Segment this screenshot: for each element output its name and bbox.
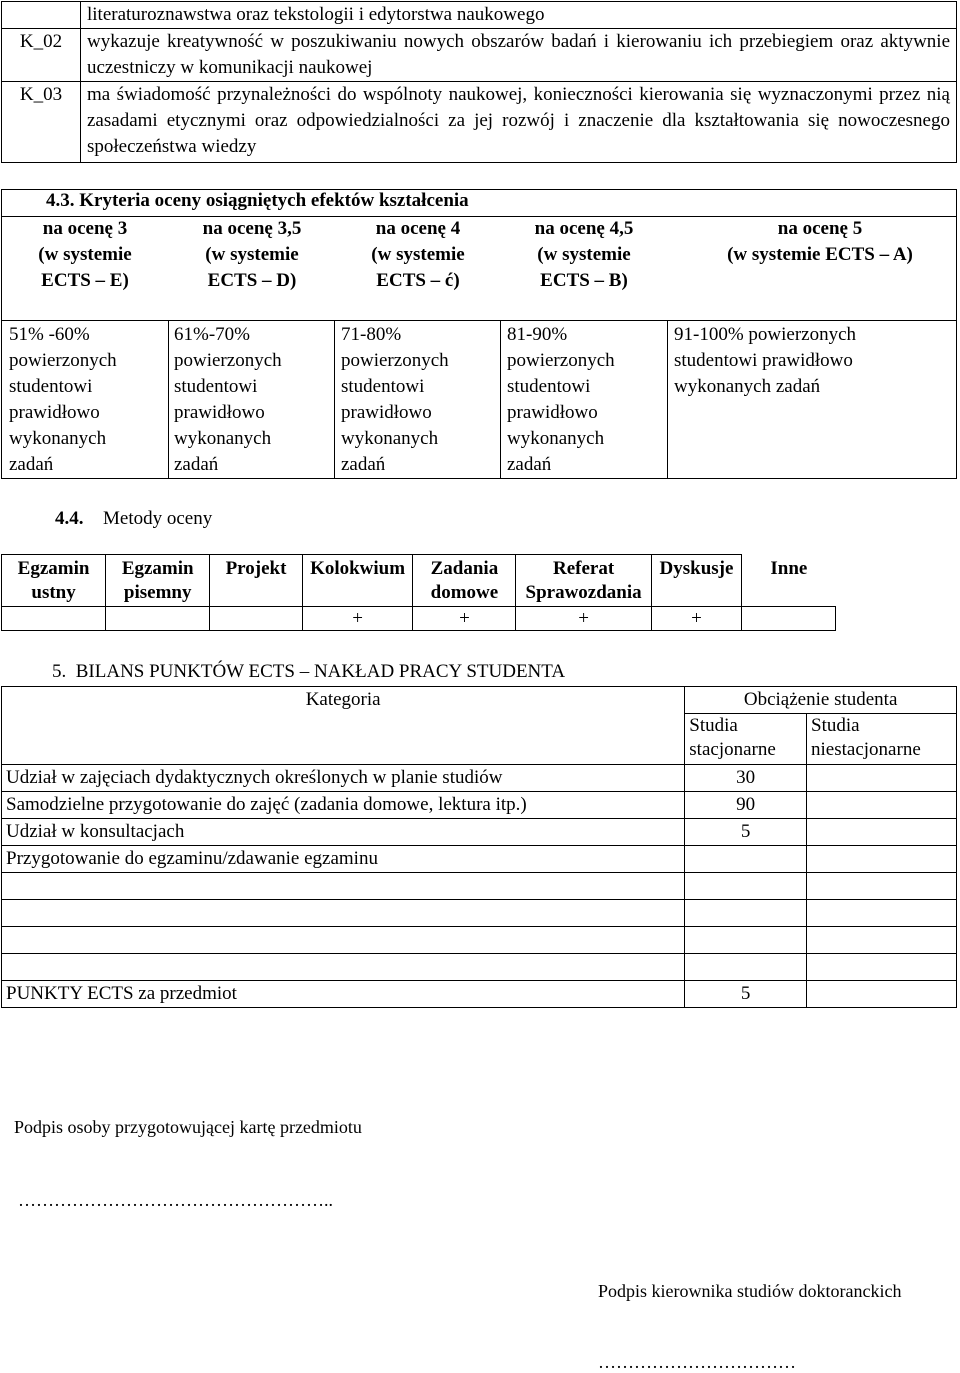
outcome-row (2, 82, 957, 163)
balance-row-stationary: 90 (685, 792, 807, 819)
balance-row (2, 900, 957, 927)
method-header: Zadania domowe (413, 555, 516, 607)
method-header: Referat Sprawozdania (516, 555, 651, 607)
balance-stationary-header: Studia stacjonarne (685, 714, 807, 765)
balance-row-nonstationary (807, 819, 957, 846)
outcome-description: wykazuje kreatywność w poszukiwaniu nowych obszarów badań i kierowaniu ich przebiegiem oraz aktywnie uczestniczy w komunikacji naukowej (81, 29, 957, 82)
balance-table (1, 686, 957, 1008)
balance-row-label: Udział w konsultacjach (2, 819, 685, 846)
criteria-value-grade-4-5: 81-90% powierzonych studentowi prawidłowo wykonanych zadań (507, 324, 615, 475)
director-signature-line: …………………………… (598, 1352, 796, 1372)
balance-row-label (2, 873, 685, 900)
balance-row (2, 873, 957, 900)
balance-row-label (2, 927, 685, 954)
balance-row-nonstationary (807, 873, 957, 900)
outcome-code: K_02 (2, 29, 81, 82)
outcome-row (2, 2, 957, 29)
preparer-signature-label: Podpis osoby przygotowującej kartę przedmiotu (14, 1117, 362, 1137)
balance-row-stationary: 30 (685, 765, 807, 792)
criteria-column-divider (168, 321, 169, 479)
criteria-header-grade-3: na ocenę 3 (w systemie ECTS – E) (38, 218, 132, 291)
methods-title (55, 508, 212, 530)
balance-total-row (2, 981, 957, 1008)
balance-total-label: PUNKTY ECTS za przedmiot (2, 981, 685, 1008)
outcome-description: ma świadomość przynależności do wspólnoty naukowej, konieczności kierowania się wyznaczonymi przez nią zasadami etycznymi oraz odpowiedzialności za jej rozwój i znaczenie dla kształtowania się nowoczesnego społeczeństwa wiedzy (81, 82, 957, 163)
balance-row-label (2, 900, 685, 927)
balance-row-stationary (685, 900, 807, 927)
method-header: Inne (770, 557, 808, 579)
method-mark: + (413, 607, 516, 631)
balance-total-nonstationary (807, 981, 957, 1008)
balance-row (2, 927, 957, 954)
outcomes-table (1, 1, 957, 163)
balance-header-row (2, 687, 957, 714)
method-mark: + (516, 607, 651, 631)
balance-row-stationary (685, 846, 807, 873)
criteria-header-grade-5: na ocenę 5 (w systemie ECTS – A) (727, 218, 913, 265)
balance-row (2, 792, 957, 819)
balance-title: 5. BILANS PUNKTÓW ECTS – NAKŁAD PRACY STUDENTA (52, 661, 566, 682)
balance-row (2, 954, 957, 981)
method-mark (742, 607, 836, 631)
balance-row-label: Udział w zajęciach dydaktycznych określonych w planie studiów (2, 765, 685, 792)
method-mark: + (302, 607, 413, 631)
balance-row-stationary (685, 873, 807, 900)
balance-row-stationary: 5 (685, 819, 807, 846)
methods-title-number: 4.4. (55, 508, 84, 529)
methods-title-text: Metody oceny (103, 508, 213, 529)
balance-row-nonstationary (807, 927, 957, 954)
criteria-value-grade-5: 91-100% powierzonych studentowi prawidłowo wykonanych zadań (674, 324, 857, 397)
balance-row-nonstationary (807, 792, 957, 819)
method-mark (2, 607, 106, 631)
method-header: Dyskusje (651, 555, 741, 607)
balance-load-header: Obciążenie studenta (685, 687, 957, 714)
balance-row-stationary (685, 927, 807, 954)
method-mark: + (651, 607, 741, 631)
method-mark (106, 607, 210, 631)
balance-row (2, 846, 957, 873)
balance-row-label: Przygotowanie do egzaminu/zdawanie egzaminu (2, 846, 685, 873)
director-signature-label: Podpis kierownika studiów doktoranckich (598, 1281, 902, 1301)
methods-table (1, 554, 836, 631)
balance-nonstationary-header: Studia niestacjonarne (807, 714, 957, 765)
method-header: Egzamin ustny (2, 555, 106, 607)
method-header: Egzamin pisemny (106, 555, 210, 607)
balance-row-nonstationary (807, 765, 957, 792)
outcome-row (2, 29, 957, 82)
criteria-value-grade-3: 51% -60% powierzonych studentowi prawidłowo wykonanych zadań (9, 324, 117, 475)
preparer-signature-line: …………………………………………….. (18, 1190, 333, 1210)
criteria-column-divider (334, 321, 335, 479)
balance-row (2, 819, 957, 846)
methods-header-row (2, 555, 836, 607)
criteria-value-grade-4: 71-80% powierzonych studentowi prawidłowo wykonanych zadań (341, 324, 449, 475)
balance-row-label: Samodzielne przygotowanie do zajęć (zadania domowe, lektura itp.) (2, 792, 685, 819)
method-mark (210, 607, 302, 631)
balance-row (2, 765, 957, 792)
balance-row-nonstationary (807, 954, 957, 981)
criteria-header-divider (1, 320, 956, 321)
criteria-header-grade-4-5: na ocenę 4,5 (w systemie ECTS – B) (534, 218, 634, 291)
balance-row-label (2, 954, 685, 981)
balance-row-stationary (685, 954, 807, 981)
method-header: Projekt (210, 555, 302, 607)
criteria-column-divider (500, 321, 501, 479)
criteria-column-divider (667, 321, 668, 479)
outcome-code (2, 2, 81, 29)
balance-row-nonstationary (807, 900, 957, 927)
criteria-value-grade-3-5: 61%-70% powierzonych studentowi prawidłowo wykonanych zadań (174, 324, 282, 475)
method-header: Kolokwium (302, 555, 413, 607)
criteria-header-grade-4: na ocenę 4 (w systemie ECTS – ć) (371, 218, 465, 291)
methods-marks-row (2, 607, 836, 631)
balance-row-nonstationary (807, 846, 957, 873)
criteria-header-grade-3-5: na ocenę 3,5 (w systemie ECTS – D) (202, 218, 302, 291)
balance-category-header: Kategoria (2, 687, 685, 765)
criteria-title: 4.3. Kryteria oceny osiągniętych efektów kształcenia (46, 190, 469, 211)
outcome-code: K_03 (2, 82, 81, 163)
outcome-description: literaturoznawstwa oraz tekstologii i edytorstwa naukowego (81, 2, 957, 29)
balance-total-value: 5 (685, 981, 807, 1008)
